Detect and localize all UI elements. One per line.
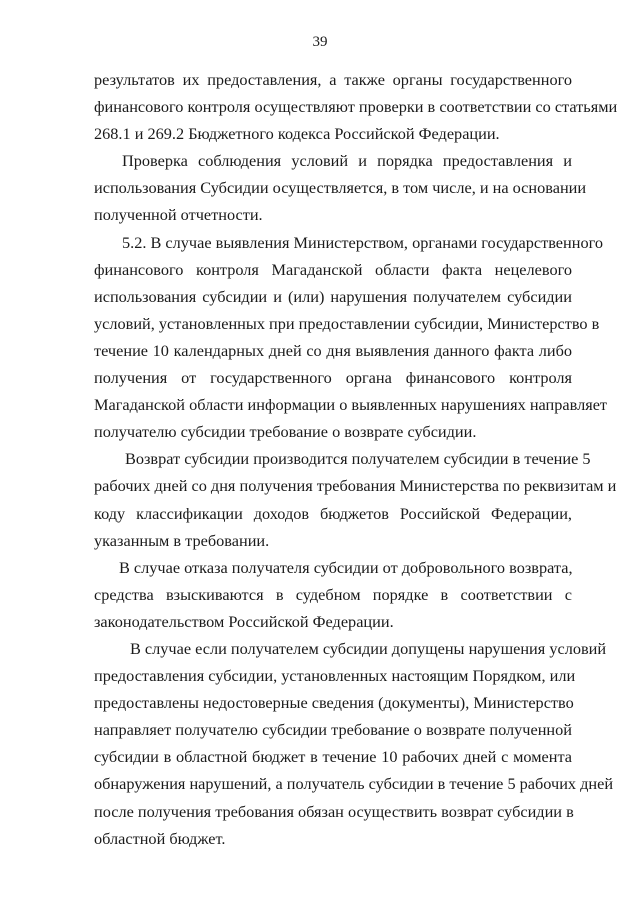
page-number: 39	[312, 34, 328, 50]
paragraph-3-line-1: 5.2. В случае выявления Министерством, органами государственного	[122, 232, 604, 252]
paragraph-3-line-8: получателю субсидии требование о возврате субсидии.	[94, 422, 477, 442]
paragraph-6	[94, 635, 614, 852]
paragraph-6-line-1: В случае если получателем субсидии допущены нарушения условий	[130, 638, 607, 658]
paragraph-3	[94, 229, 608, 446]
paragraph-3-line-6: получения от государственного органа финансового контроля	[94, 368, 572, 388]
paragraph-4-line-2: рабочих дней со дня получения требования Министерства по реквизитам и	[94, 476, 617, 496]
paragraph-2-line-1: Проверка соблюдения условий и порядка предоставления и	[122, 151, 572, 171]
paragraph-4	[94, 445, 617, 553]
paragraph-1-line-1: результатов их предоставления, а также органы государственного	[94, 70, 572, 89]
paragraph-5	[94, 554, 572, 635]
paragraph-6-line-3: предоставлены недостоверные сведения (документы), Министерство	[94, 693, 574, 713]
paragraph-6-line-8: областной бюджет.	[94, 828, 226, 848]
paragraph-4-line-3: коду классификации доходов бюджетов Российской Федерации,	[94, 503, 572, 523]
paragraph-1	[94, 66, 618, 147]
paragraph-3-line-5: течение 10 календарных дней со дня выявления данного факта либо	[94, 340, 572, 360]
paragraph-4-line-1: Возврат субсидии производится получателем субсидии в течение 5	[125, 449, 591, 469]
paragraph-6-line-2: предоставления субсидии, установленных настоящим Порядком, или	[94, 666, 576, 686]
paragraph-6-line-4: направляет получателю субсидии требование о возврате полученной	[94, 720, 572, 740]
paragraph-4-line-4: указанным в требовании.	[94, 530, 270, 550]
paragraph-5-line-3: законодательством Российской Федерации.	[94, 611, 394, 631]
paragraph-6-line-6: обнаружения нарушений, а получатель субсидии в течение 5 рабочих дней	[94, 774, 614, 794]
paragraph-5-line-1: В случае отказа получателя субсидии от добровольного возврата,	[119, 557, 573, 577]
paragraph-2-line-2: использования Субсидии осуществляется, в том числе, и на основании	[94, 178, 587, 198]
paragraph-2	[94, 147, 587, 228]
paragraph-5-line-2: средства взыскиваются в судебном порядке в соответствии с	[94, 584, 572, 604]
paragraph-6-line-7: после получения требования обязан осуществить возврат субсидии в	[94, 801, 574, 821]
paragraph-2-line-3: полученной отчетности.	[94, 205, 263, 225]
paragraph-3-line-2: финансового контроля Магаданской области факта нецелевого	[94, 259, 572, 279]
paragraph-3-line-4: условий, установленных при предоставлении субсидии, Министерство в	[94, 313, 600, 333]
body-text	[94, 66, 618, 852]
paragraph-1-line-2: финансового контроля осуществляют проверки в соответствии со статьями	[94, 97, 618, 117]
paragraph-3-line-3: использования субсидии и (или) нарушения получателем субсидии	[94, 286, 572, 306]
paragraph-3-line-7: Магаданской области информации о выявленных нарушениях направляет	[94, 395, 608, 415]
paragraph-6-line-5: субсидии в областной бюджет в течение 10 рабочих дней с момента	[94, 747, 572, 767]
paragraph-1-line-3: 268.1 и 269.2 Бюджетного кодекса Российской Федерации.	[94, 124, 500, 144]
